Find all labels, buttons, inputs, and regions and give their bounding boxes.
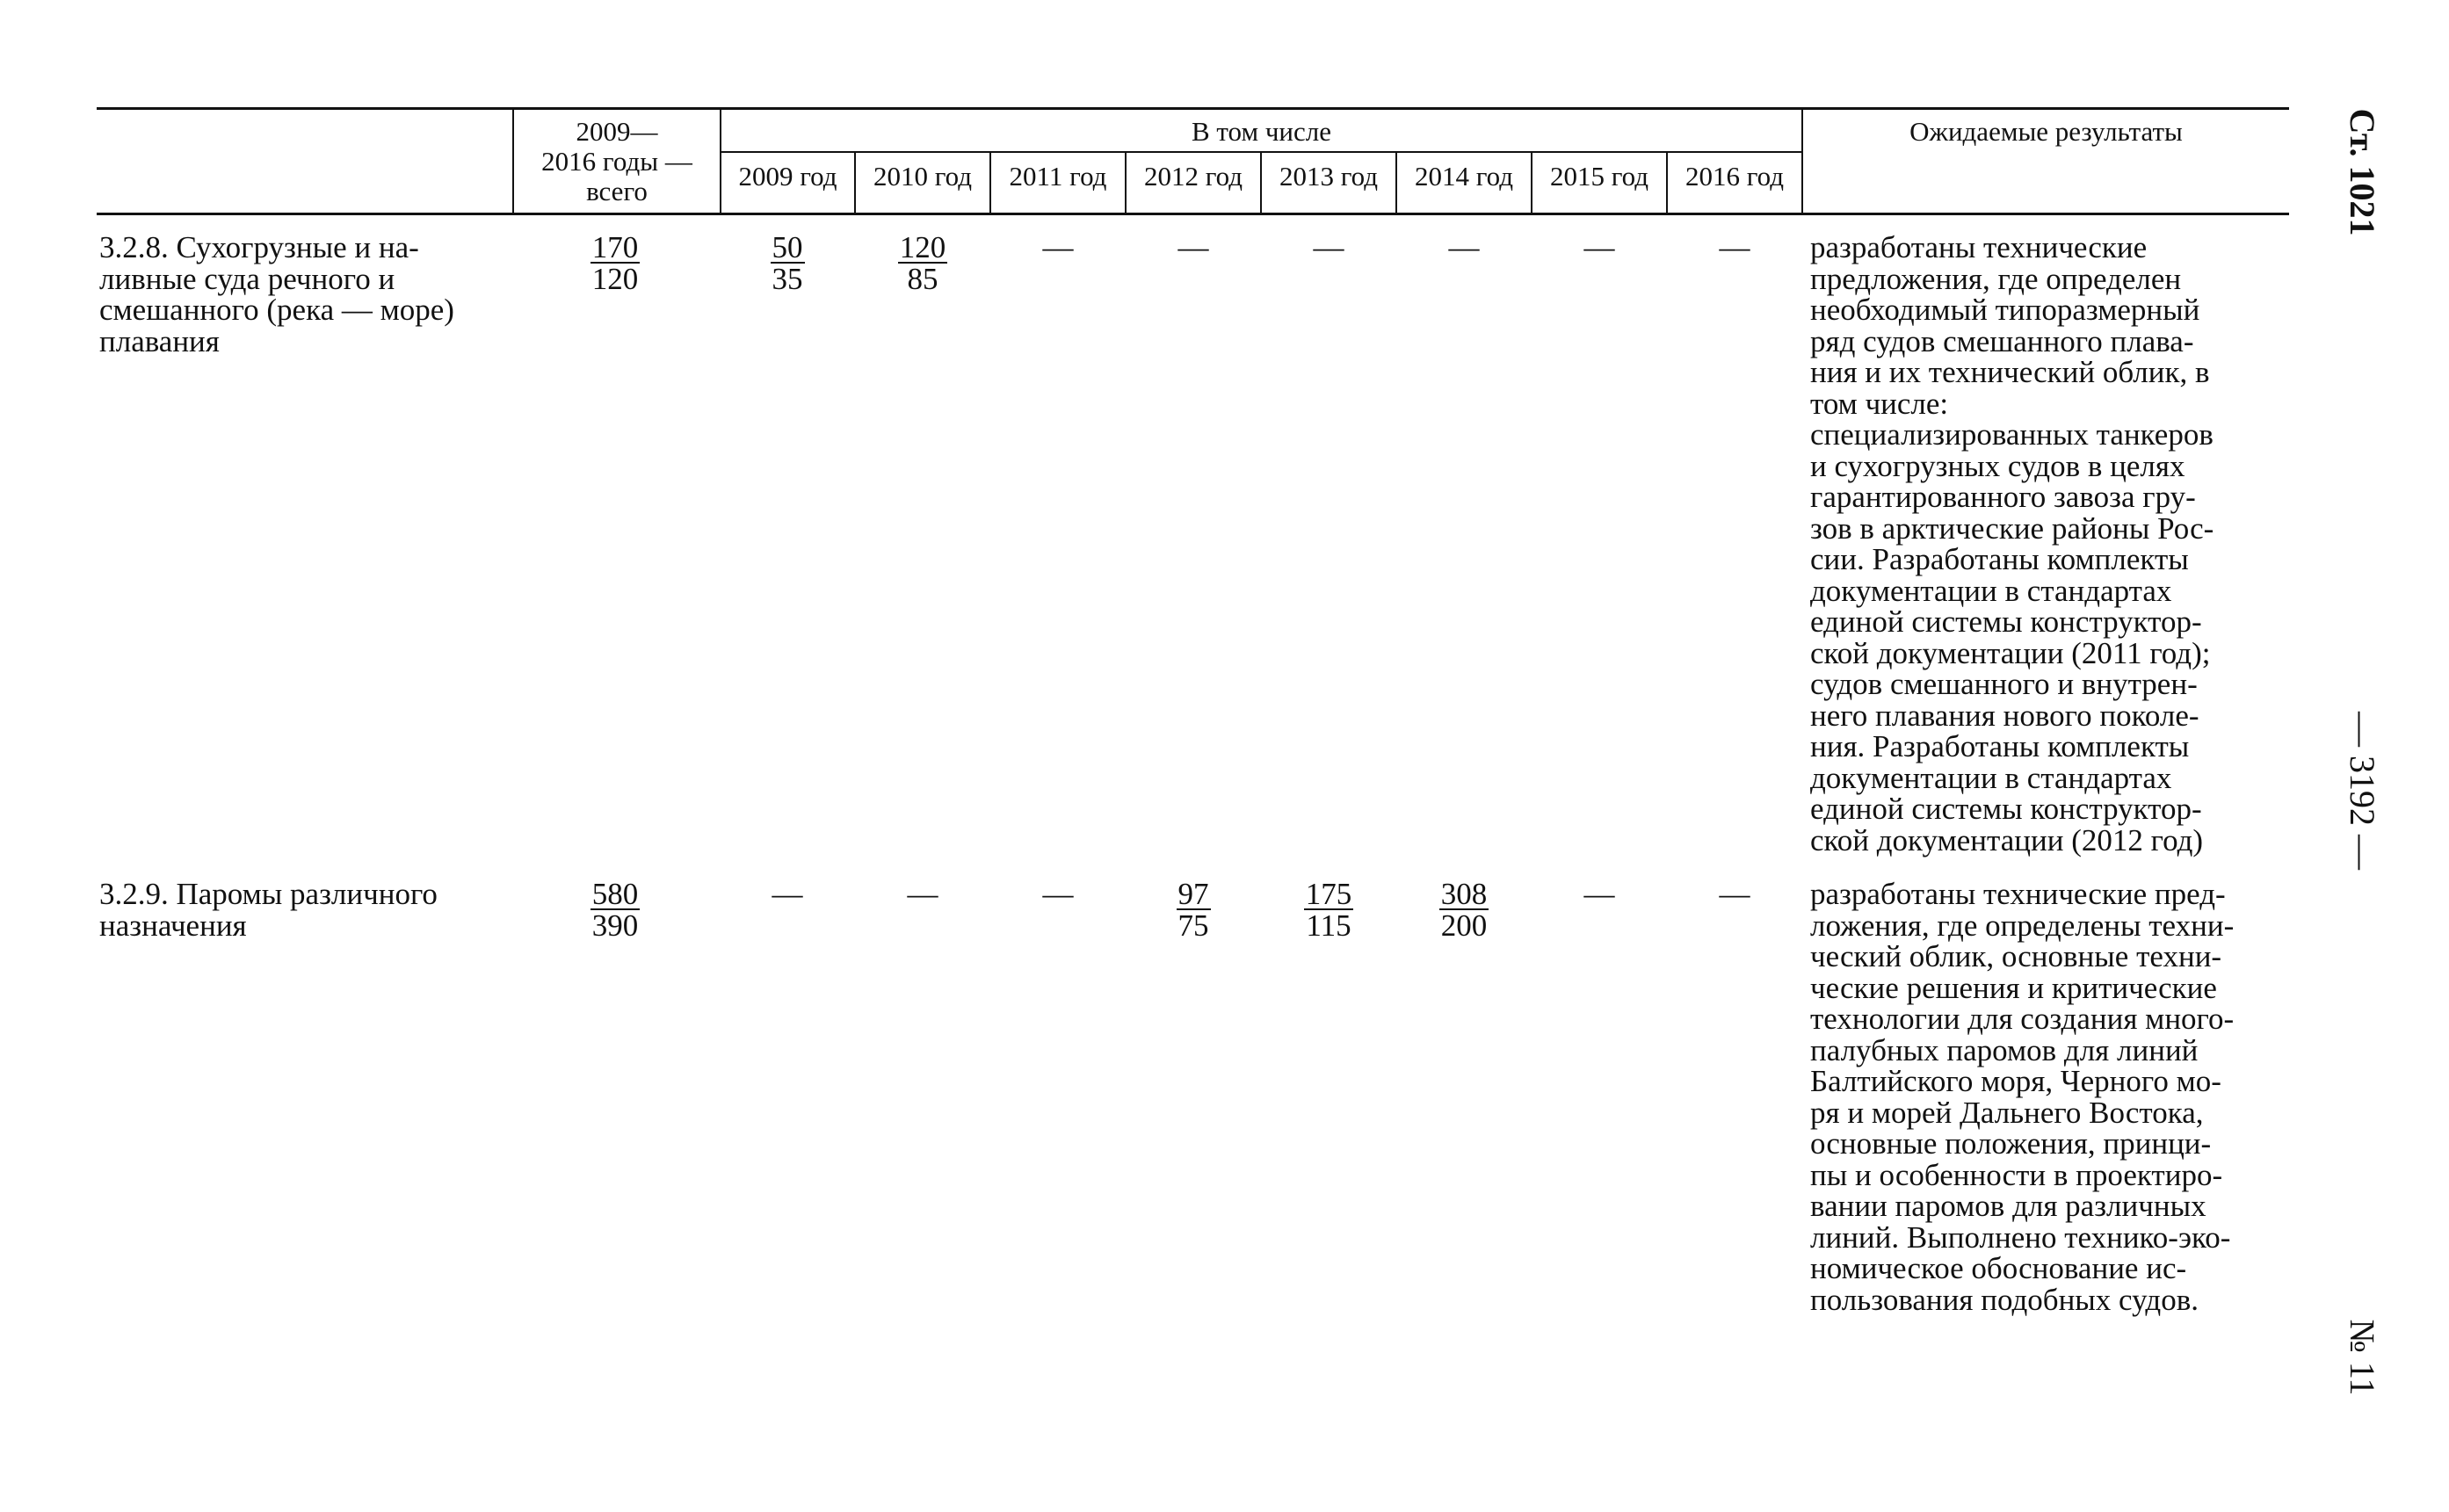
article-number: Ст. 1021: [2343, 108, 2382, 236]
row-3-2-8-2009: $\frac{50}{35}$: [772, 230, 803, 296]
row-3-2-9-2014: $\frac{308}{200}$: [1440, 877, 1488, 943]
row-3-2-9-2010: —: [907, 877, 938, 911]
header-year-2009: 2009 год: [738, 161, 837, 192]
row-3-2-8-2015: —: [1583, 230, 1615, 264]
row-3-2-9-2012: $\frac{97}{75}$: [1177, 877, 1209, 943]
header-year-2014: 2014 год: [1414, 161, 1514, 192]
row-3-2-8-2016: —: [1719, 230, 1750, 264]
header-year-2011: 2011 год: [1009, 161, 1107, 192]
header-expected-results: Ожидаемые результаты: [1909, 116, 2183, 147]
row-3-2-8-total: $\frac{170}{120}$: [591, 230, 639, 296]
row-3-2-8-2010: $\frac{120}{85}$: [899, 230, 946, 296]
row-3-2-8-2011: —: [1042, 230, 1074, 264]
row-3-2-9-2016: —: [1719, 877, 1750, 911]
row-3-2-8-name: 3.2.8. Сухогрузные и на- ливные суда речного и смешанного (река — море) плавания: [99, 230, 454, 358]
header-year-2015: 2015 год: [1549, 161, 1649, 192]
row-3-2-8-2013: —: [1313, 230, 1344, 264]
row-3-2-9-2009: —: [772, 877, 803, 911]
header-year-2016: 2016 год: [1685, 161, 1785, 192]
header-period-total: 2009— 2016 годы — всего: [541, 116, 692, 206]
row-3-2-9-name: 3.2.9. Паромы различного назначения: [99, 877, 438, 943]
row-3-2-9-total: $\frac{580}{390}$: [591, 877, 639, 943]
row-3-2-9-2013: $\frac{175}{115}$: [1305, 877, 1352, 943]
row-3-2-8-results: разработаны технические предложения, где определен необходимый типоразмерный ряд судов смешанного плава- ния и их технический облик, в том числе: специализированных танкеров и сухогрузных судов в целях гарантированного завоза гру- зов в арктические районы Рос- сии. Разработаны комплекты документации в стандартах единой системы конструктор- ской документации (2011 год); судов смешанного и внутрен- него плавания нового поколе- ния. Разработаны комплекты документации в стандартах единой системы конструктор- ской документации (2012 год): [1810, 230, 2214, 857]
row-3-2-8-2012: —: [1177, 230, 1209, 264]
table-top-rule: [97, 107, 2289, 110]
row-3-2-9-2015: —: [1583, 877, 1615, 911]
header-bottom-rule: [97, 213, 2289, 215]
row-3-2-8-2014: —: [1448, 230, 1480, 264]
row-3-2-9-2011: —: [1042, 877, 1074, 911]
header-year-2013: 2013 год: [1279, 161, 1379, 192]
issue-number: № 11: [2343, 1319, 2382, 1396]
page-number: — 3192 —: [2343, 712, 2382, 870]
row-3-2-9-results: разработаны технические пред- ложения, где определены техни- ческий облик, основные техни- ческие решения и критические технологии для создания много- палубных паромов для линий Балтийского моря, Черного мо- ря и морей Дальнего Востока, основные положения, принци- пы и особенности в проектиро- вании паромов для различных линий. Выполнено технико-эко- номическое обоснование ис- пользования подобных судов.: [1810, 877, 2235, 1317]
header-year-2010: 2010 год: [873, 161, 973, 192]
header-including: В том числе: [1191, 116, 1331, 147]
header-year-2012: 2012 год: [1143, 161, 1243, 192]
